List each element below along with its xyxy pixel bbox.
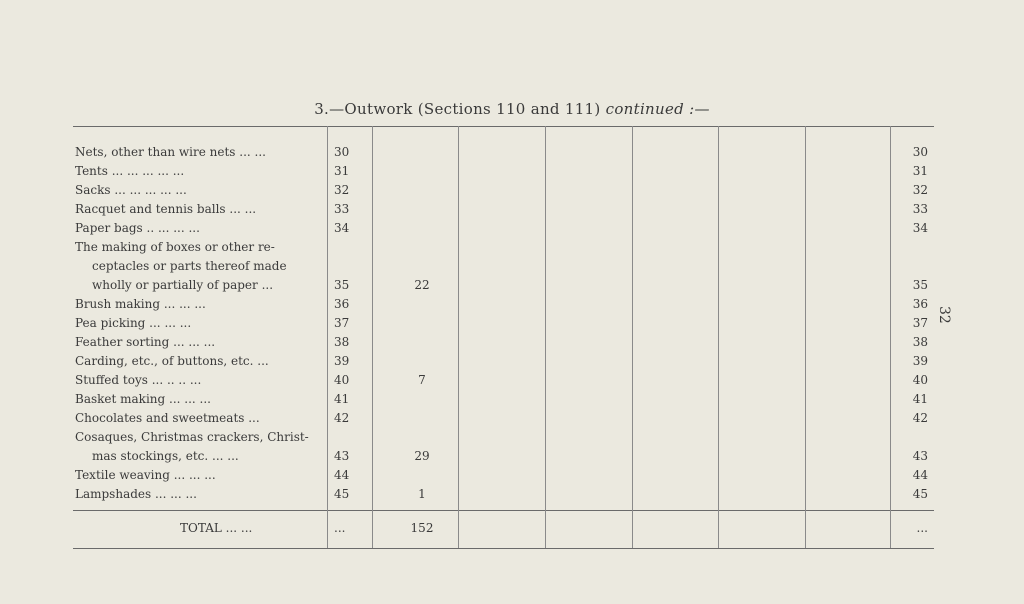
row-label: Tents ... ... ... ... ...: [75, 164, 185, 178]
row-number-right: 45: [912, 487, 928, 501]
total-number: ...: [334, 521, 346, 535]
row-value: 22: [414, 278, 430, 292]
row-value: 1: [418, 487, 426, 501]
title-main: 3.—Outwork (Sections 110 and 111): [314, 100, 606, 118]
page-number: 32: [936, 306, 952, 324]
row-number: 32: [334, 183, 350, 197]
row-label: mas stockings, etc. ... ...: [92, 449, 239, 463]
row-number: 39: [334, 354, 350, 368]
row-number-right: 39: [912, 354, 928, 368]
column-divider: [805, 126, 806, 548]
title-continued: continued :—: [605, 100, 710, 118]
row-number-right: 44: [912, 468, 928, 482]
row-label: Cosaques, Christmas crackers, Christ-: [75, 430, 309, 444]
row-number: 44: [334, 468, 350, 482]
row-number-right: 40: [912, 373, 928, 387]
row-number: 31: [334, 164, 350, 178]
column-divider: [327, 126, 328, 548]
column-divider: [545, 126, 546, 548]
row-label: Racquet and tennis balls ... ...: [75, 202, 257, 216]
row-number-right: 36: [912, 297, 928, 311]
row-label: Feather sorting ... ... ...: [75, 335, 216, 349]
row-number: 33: [334, 202, 350, 216]
table-bottom-rule: [73, 548, 934, 549]
row-label: Carding, etc., of buttons, etc. ...: [75, 354, 269, 368]
row-label: ceptacles or parts thereof made: [92, 259, 287, 273]
row-number: 35: [334, 278, 350, 292]
column-divider: [372, 126, 373, 548]
total-value: 152: [410, 521, 434, 535]
row-label: Paper bags .. ... ... ...: [75, 221, 200, 235]
row-number: 34: [334, 221, 350, 235]
row-number-right: 43: [912, 449, 928, 463]
row-number: 42: [334, 411, 350, 425]
row-number: 40: [334, 373, 350, 387]
column-divider: [632, 126, 633, 548]
total-label: TOTAL ... ...: [180, 521, 253, 535]
row-number-right: 34: [912, 221, 928, 235]
row-number: 30: [334, 145, 350, 159]
row-number-right: 38: [912, 335, 928, 349]
row-label: Nets, other than wire nets ... ...: [75, 145, 266, 159]
row-number-right: 41: [912, 392, 928, 406]
total-number-right: ...: [916, 521, 928, 535]
row-label: Lampshades ... ... ...: [75, 487, 197, 501]
row-number-right: 35: [912, 278, 928, 292]
row-number-right: 33: [912, 202, 928, 216]
column-divider: [718, 126, 719, 548]
row-label: Textile weaving ... ... ...: [75, 468, 216, 482]
row-label: wholly or partially of paper ...: [92, 278, 274, 292]
row-label: Stuffed toys ... .. .. ...: [75, 373, 202, 387]
row-number-right: 31: [912, 164, 928, 178]
row-label: Chocolates and sweetmeats ...: [75, 411, 260, 425]
row-number: 37: [334, 316, 350, 330]
row-number-right: 42: [912, 411, 928, 425]
row-label: Brush making ... ... ...: [75, 297, 206, 311]
row-number: 38: [334, 335, 350, 349]
row-label: Sacks ... ... ... ... ...: [75, 183, 187, 197]
section-title: [0, 100, 1024, 118]
row-value: 7: [418, 373, 426, 387]
row-number: 41: [334, 392, 350, 406]
row-label: Basket making ... ... ...: [75, 392, 211, 406]
row-value: 29: [414, 449, 430, 463]
row-number: 36: [334, 297, 350, 311]
row-number: 43: [334, 449, 350, 463]
row-number-right: 30: [912, 145, 928, 159]
column-divider: [458, 126, 459, 548]
row-number-right: 37: [912, 316, 928, 330]
row-label: Pea picking ... ... ...: [75, 316, 192, 330]
row-number-right: 32: [912, 183, 928, 197]
row-number: 45: [334, 487, 350, 501]
row-label: The making of boxes or other re-: [75, 240, 275, 254]
